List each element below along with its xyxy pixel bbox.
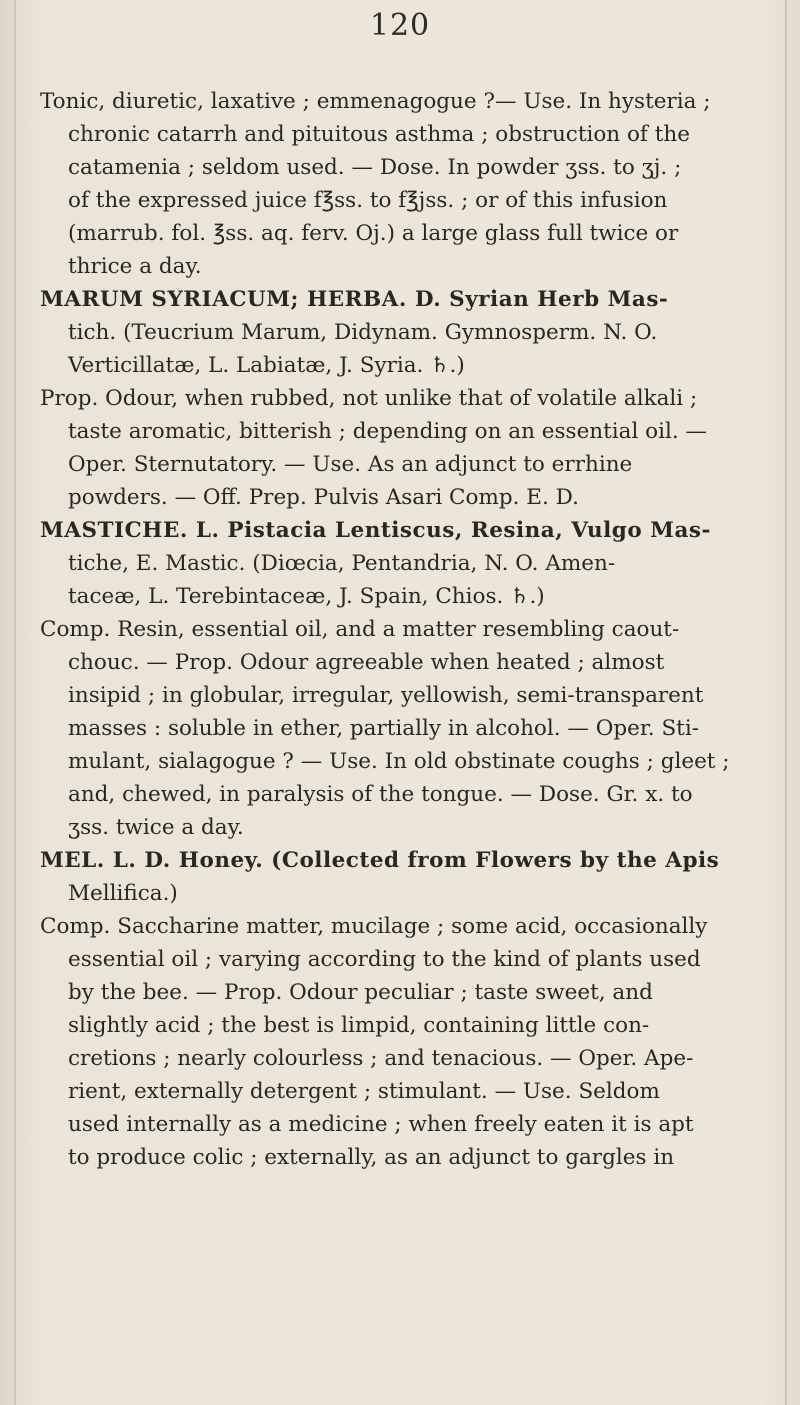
page-left-edge: [14, 0, 16, 1405]
page-number: 120: [369, 8, 431, 43]
text-line: cretions ; nearly colourless ; and tenacious. — Oper. Ape-: [68, 1046, 694, 1071]
text-line: (marrub. fol. ℥ss. aq. ferv. Oj.) a large glass full twice or: [68, 221, 679, 246]
text-line: Comp. Saccharine matter, mucilage ; some acid, occasionally: [40, 914, 708, 939]
text-line: chouc. — Prop. Odour agreeable when heated ; almost: [68, 650, 665, 675]
text-line: Tonic, diuretic, laxative ; emmenagogue ?— Use. In hysteria ;: [40, 89, 711, 114]
text-line: Mellifica.): [68, 881, 178, 906]
page-right-edge: [785, 0, 787, 1405]
text-line: ʒss. twice a day.: [68, 815, 244, 840]
text-line: mulant, sialagogue ? — Use. In old obstinate coughs ; gleet ;: [68, 749, 730, 774]
text-line: insipid ; in globular, irregular, yellowish, semi-transparent: [68, 683, 704, 708]
text-line: and, chewed, in paralysis of the tongue. — Dose. Gr. x. to: [68, 782, 693, 807]
text-line: to produce colic ; externally, as an adjunct to gargles in: [68, 1145, 675, 1170]
text-line: Verticillatæ, L. Labiatæ, J. Syria. ♄.): [68, 353, 465, 378]
text-line: by the bee. — Prop. Odour peculiar ; taste sweet, and: [68, 980, 653, 1005]
text-line: chronic catarrh and pituitous asthma ; obstruction of the: [68, 122, 690, 147]
text-line: taceæ, L. Terebintaceæ, J. Spain, Chios. ♄.): [68, 584, 545, 609]
text-line: tich. (Teucrium Marum, Didynam. Gymnosperm. N. O.: [68, 320, 658, 345]
entry-heading-masticher: MASTICHE. L. Pistacia Lentiscus, Resina, Vulgo Mas-: [40, 518, 711, 543]
entry-heading-mel: MEL. L. D. Honey. (Collected from Flowers by the Apis: [40, 848, 720, 873]
text-line: powders. — Off. Prep. Pulvis Asari Comp. E. D.: [68, 485, 579, 510]
text-line: tiche, E. Mastic. (Diœcia, Pentandria, N. O. Amen-: [68, 551, 616, 576]
text-line: essential oil ; varying according to the kind of plants used: [68, 947, 701, 972]
text-line: masses : soluble in ether, partially in alcohol. — Oper. Sti-: [68, 716, 699, 741]
text-line: Prop. Odour, when rubbed, not unlike that of volatile alkali ;: [40, 386, 698, 411]
text-line: rient, externally detergent ; stimulant. — Use. Seldom: [68, 1079, 660, 1104]
text-line: thrice a day.: [68, 254, 202, 279]
text-line: used internally as a medicine ; when freely eaten it is apt: [68, 1112, 694, 1137]
entry-heading-marum: MARUM SYRIACUM; HERBA. D. Syrian Herb Mas-: [40, 287, 669, 312]
page-text: [40, 85, 780, 1174]
text-line: Oper. Sternutatory. — Use. As an adjunct to errhine: [68, 452, 633, 477]
text-line: catamenia ; seldom used. — Dose. In powder ʒss. to ʒj. ;: [68, 155, 682, 180]
text-line: taste aromatic, bitterish ; depending on an essential oil. —: [68, 419, 708, 444]
text-line: of the expressed juice f℥ss. to f℥jss. ; or of this infusion: [68, 188, 668, 213]
text-line: Comp. Resin, essential oil, and a matter resembling caout-: [40, 617, 680, 642]
text-line: slightly acid ; the best is limpid, containing little con-: [68, 1013, 650, 1038]
